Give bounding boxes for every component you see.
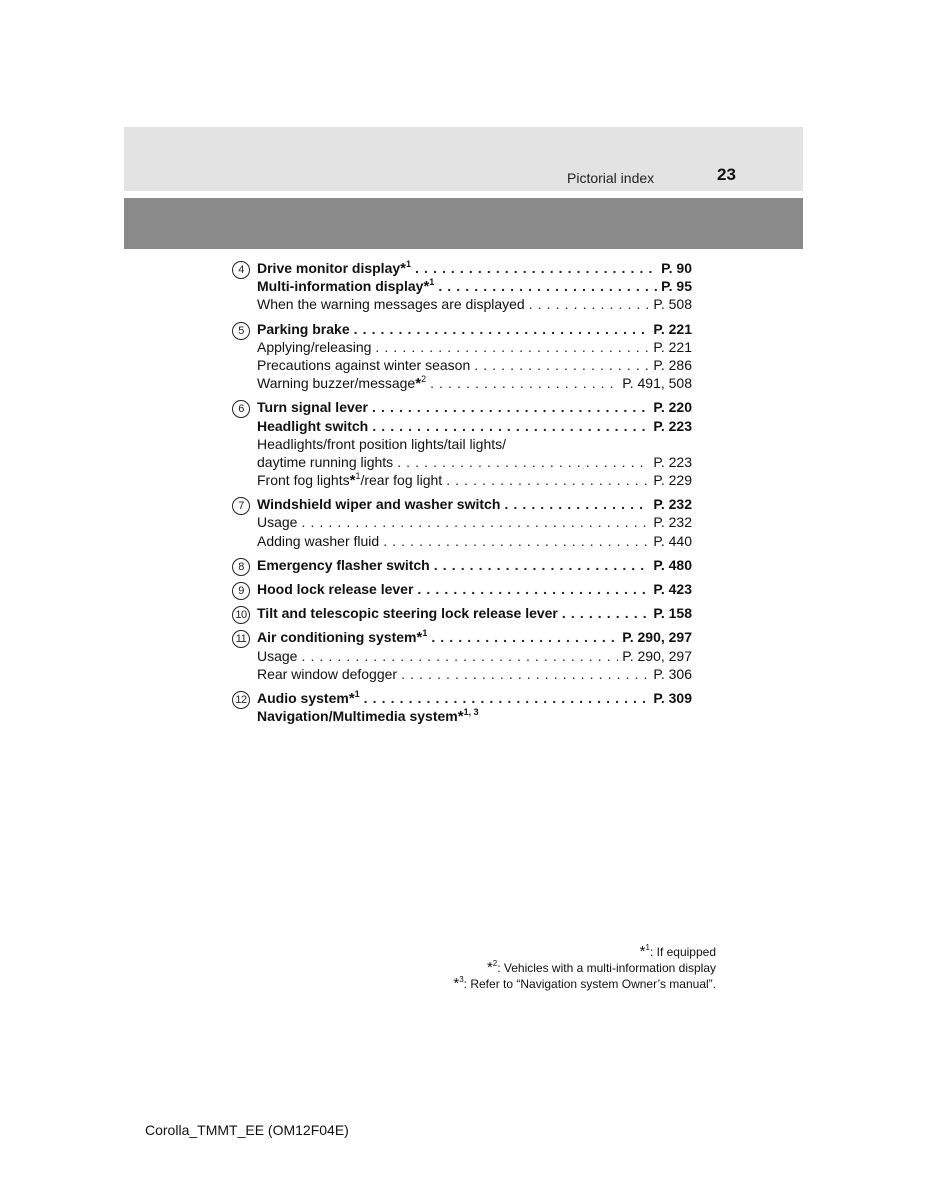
page-reference[interactable]: P. 223 <box>653 417 692 434</box>
index-entry <box>257 628 692 646</box>
index-entry <box>257 295 692 313</box>
footnote-mark: * <box>348 689 355 707</box>
entry-label: Multi-information display*$^1$ <box>257 277 435 296</box>
entry-label: When the warning messages are displayed <box>257 296 525 313</box>
entry-label: Headlight switch <box>257 417 369 434</box>
dot-leader <box>430 374 618 392</box>
page-reference[interactable]: P. 90 <box>661 260 692 276</box>
footnote-mark: * <box>486 959 493 976</box>
entry-label: Drive monitor display*$^1$ <box>257 259 412 277</box>
page-reference[interactable]: P. 480 <box>653 556 692 573</box>
entry-label: Air conditioning system*$^1$ <box>257 628 428 647</box>
footnote-mark: * <box>457 708 464 726</box>
dot-leader <box>372 398 649 416</box>
index-group <box>232 398 692 489</box>
footnote-line <box>453 960 716 976</box>
footnote-mark: * <box>423 278 430 296</box>
item-number-badge: 6 <box>232 400 250 418</box>
dot-leader <box>562 604 649 622</box>
index-entry <box>257 689 692 707</box>
footnote-mark: * <box>453 975 460 992</box>
page-reference[interactable]: P. 306 <box>653 665 692 682</box>
entry-label: Parking brake <box>257 320 350 337</box>
index-entry <box>257 338 692 356</box>
entry-label: Usage <box>257 647 298 664</box>
entry-label: Applying/releasing <box>257 338 372 355</box>
footnote-mark: * <box>416 629 423 647</box>
page-reference[interactable]: P. 491, 508 <box>622 375 692 392</box>
index-entry <box>257 707 692 725</box>
footnote-text: : Refer to “Navigation system Owner’s manual”. <box>463 977 716 991</box>
entry-label: Tilt and telescopic steering lock release lever <box>257 605 558 622</box>
page-reference[interactable]: P. 440 <box>653 532 692 549</box>
index-group <box>232 689 692 725</box>
dot-leader <box>446 471 649 489</box>
index-entry <box>257 532 692 550</box>
index-entry <box>257 665 692 683</box>
index-entry <box>257 417 692 435</box>
footnotes <box>453 944 716 992</box>
index-group <box>232 495 692 550</box>
footnote-ref: 1, 3 <box>463 707 479 718</box>
page-reference[interactable]: P. 221 <box>653 338 692 355</box>
dot-leader <box>434 556 650 574</box>
item-number-badge: 9 <box>232 582 250 600</box>
entry-label: Audio system*$^1$ <box>257 688 360 707</box>
footnote-mark: * <box>415 375 422 393</box>
index-entry <box>257 398 692 416</box>
item-number-badge: 10 <box>232 606 250 624</box>
dot-leader <box>438 277 657 295</box>
entry-label: Navigation/Multimedia system*$^{1, 3}$ <box>257 707 479 726</box>
dot-leader <box>354 320 650 338</box>
index-entry <box>257 556 692 574</box>
footnote-ref: 1 <box>355 471 361 482</box>
page-reference[interactable]: P. 309 <box>653 689 692 706</box>
page-number: 23 <box>717 165 736 184</box>
footnote-number: 2 <box>492 959 498 968</box>
item-number-badge: 4 <box>232 261 250 279</box>
page-reference[interactable]: P. 158 <box>653 605 692 622</box>
footnote-line <box>453 944 716 960</box>
footer-manual-id: Corolla_TMMT_EE (OM12F04E) <box>145 1122 349 1138</box>
dot-leader <box>301 513 649 531</box>
entry-label: Hood lock release lever <box>257 581 414 597</box>
page-reference[interactable]: P. 232 <box>653 496 692 513</box>
item-number-badge: 5 <box>232 322 250 340</box>
dot-leader <box>415 259 657 277</box>
footnote-ref: 1 <box>406 259 412 269</box>
dot-leader <box>529 295 650 313</box>
footnote-number: 3 <box>459 975 464 984</box>
index-group <box>232 320 692 393</box>
entry-label: Usage <box>257 514 298 531</box>
footnote-ref: 2 <box>421 374 427 385</box>
index-entry <box>257 374 692 392</box>
footnote-ref: 1 <box>429 277 435 288</box>
entry-label: Adding washer fluid <box>257 532 380 549</box>
item-number-badge: 7 <box>232 497 250 515</box>
index-entry <box>257 647 692 665</box>
item-number-badge: 12 <box>232 691 250 709</box>
entry-label: daytime running lights <box>257 453 394 470</box>
index-group <box>232 604 692 622</box>
index-group <box>232 628 692 683</box>
entry-label: Front fog lights*$^1$/rear fog light <box>257 471 443 490</box>
index-entry <box>257 471 692 489</box>
entry-label: Headlights/front position lights/tail lights/ <box>257 435 507 452</box>
footnote-line <box>453 976 716 992</box>
header-dark-bar <box>124 198 803 249</box>
dot-leader <box>401 665 649 683</box>
dot-leader <box>372 417 649 435</box>
dot-leader <box>383 532 649 550</box>
entry-label: Warning buzzer/message*$^2$ <box>257 374 427 393</box>
dot-leader <box>364 689 650 707</box>
index-entry <box>257 435 692 453</box>
page-reference[interactable]: P. 95 <box>661 278 692 295</box>
dot-leader <box>504 495 649 513</box>
dot-leader <box>474 356 649 374</box>
section-title: Pictorial index <box>567 170 655 186</box>
page-reference[interactable]: P. 508 <box>653 296 692 313</box>
footnote-number: 1 <box>645 943 650 952</box>
index-entry <box>257 320 692 338</box>
index-entry <box>257 277 692 295</box>
page-reference[interactable]: P. 223 <box>653 453 692 470</box>
page-reference[interactable]: P. 232 <box>653 514 692 531</box>
index-entry <box>257 580 692 598</box>
index-group <box>232 556 692 574</box>
item-number-badge: 11 <box>232 630 250 648</box>
page-reference[interactable]: P. 220 <box>653 399 692 416</box>
item-number-badge: 8 <box>232 558 250 576</box>
page-reference[interactable]: P. 423 <box>653 581 692 597</box>
index-group <box>232 580 692 598</box>
dot-leader <box>397 453 649 471</box>
entry-label: Rear window defogger <box>257 665 398 682</box>
footnote-mark: * <box>639 943 646 960</box>
entry-label: Turn signal lever <box>257 399 368 416</box>
dot-leader <box>431 628 618 646</box>
index-entry <box>257 259 692 277</box>
footnote-text: : Vehicles with a multi-information display <box>497 961 716 975</box>
index-entry <box>257 495 692 513</box>
page-reference[interactable]: P. 286 <box>653 356 692 373</box>
footnote-ref: 1 <box>354 688 360 699</box>
footnote-mark: * <box>400 260 406 277</box>
dot-leader <box>301 647 618 665</box>
footnote-mark: * <box>349 472 356 490</box>
entry-label: Emergency flasher switch <box>257 556 430 573</box>
footnote-text: : If equipped <box>649 945 716 959</box>
index-entry <box>257 453 692 471</box>
header-band <box>124 127 803 191</box>
entry-label: Precautions against winter season <box>257 356 471 373</box>
index-entry <box>257 604 692 622</box>
entry-label: Windshield wiper and washer switch <box>257 496 501 513</box>
page-reference[interactable]: P. 229 <box>653 472 692 489</box>
page-reference[interactable]: P. 290, 297 <box>622 629 692 646</box>
index-entry <box>257 513 692 531</box>
page-reference[interactable]: P. 221 <box>653 320 692 337</box>
index-group <box>232 259 692 314</box>
index-entry <box>257 356 692 374</box>
page-reference[interactable]: P. 290, 297 <box>622 647 692 664</box>
footnote-ref: 1 <box>422 628 428 639</box>
pictorial-index-list <box>232 259 692 731</box>
dot-leader <box>375 338 649 356</box>
dot-leader <box>417 580 649 598</box>
